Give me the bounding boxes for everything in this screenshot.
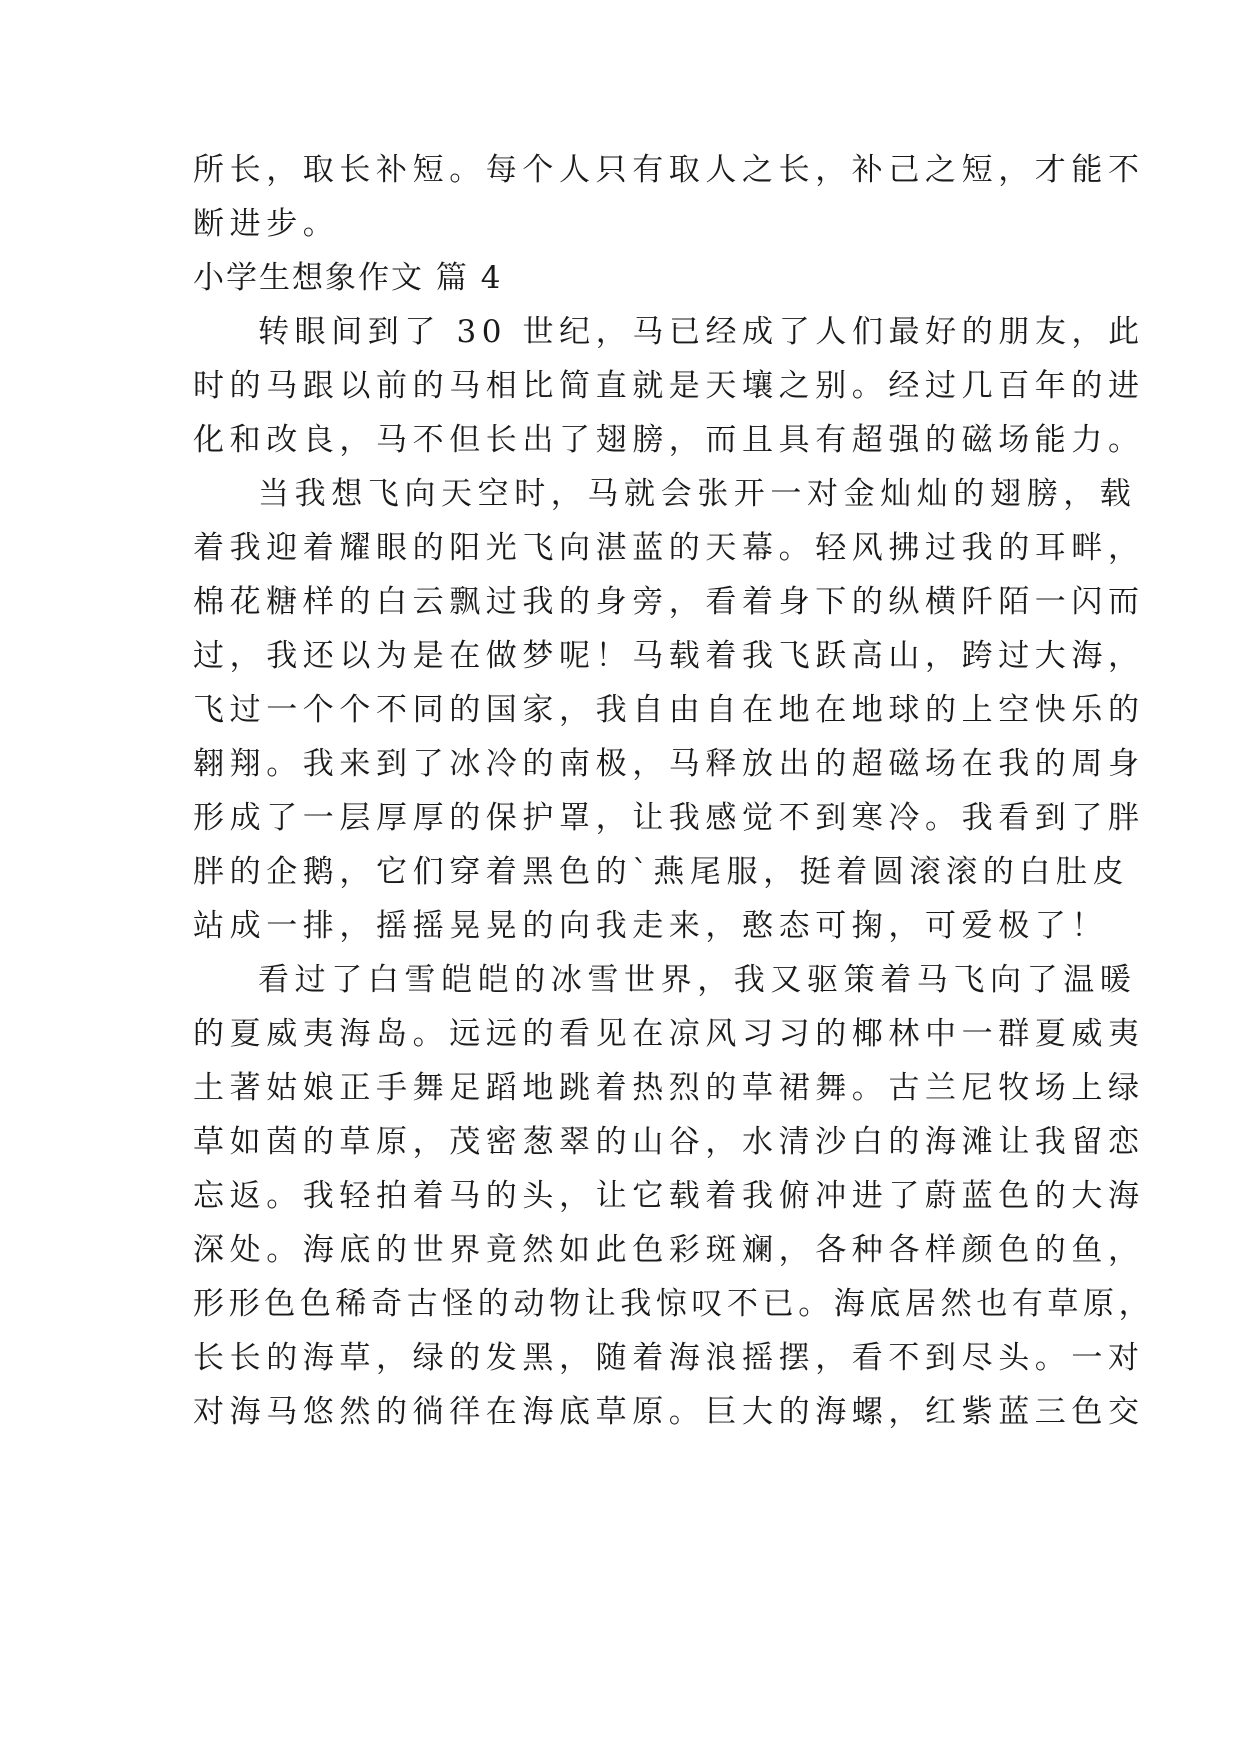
- text-line: 时的马跟以前的马相比简直就是天壤之别。经过几百年的进: [193, 368, 1145, 404]
- paragraph-first-line: 当我想飞向天空时，马就会张开一对金灿灿的翅膀，载: [258, 476, 1137, 512]
- text-line: 飞过一个个不同的国家，我自由自在地在地球的上空快乐的: [193, 692, 1145, 728]
- section-heading: 小学生想象作文 篇 4: [193, 260, 503, 296]
- text-line: 棉花糖样的白云飘过我的身旁，看着身下的纵横阡陌一闪而: [193, 584, 1145, 620]
- text-line: 草如茵的草原，茂密葱翠的山谷，水清沙白的海滩让我留恋: [193, 1124, 1145, 1160]
- text-line: 土著姑娘正手舞足蹈地跳着热烈的草裙舞。古兰尼牧场上绿: [193, 1070, 1145, 1106]
- text-line: 着我迎着耀眼的阳光飞向湛蓝的天幕。轻风拂过我的耳畔，: [193, 530, 1145, 566]
- paragraph-first-line: 转眼间到了 30 世纪，马已经成了人们最好的朋友，此: [258, 314, 1145, 350]
- text-line: 深处。海底的世界竟然如此色彩斑斓，各种各样颜色的鱼，: [193, 1232, 1145, 1268]
- text-line: 长长的海草，绿的发黑，随着海浪摇摆，看不到尽头。一对: [193, 1340, 1145, 1376]
- text-line: 所长，取长补短。每个人只有取人之长，补己之短，才能不: [193, 152, 1145, 188]
- paragraph-first-line: 看过了白雪皑皑的冰雪世界，我又驱策着马飞向了温暖: [258, 962, 1137, 998]
- text-line: 形形色色稀奇古怪的动物让我惊叹不已。海底居然也有草原，: [193, 1286, 1155, 1322]
- text-line: 站成一排，摇摇晃晃的向我走来，憨态可掬，可爱极了！: [193, 908, 1108, 944]
- text-line: 过，我还以为是在做梦呢！马载着我飞跃高山，跨过大海，: [193, 638, 1145, 674]
- text-line: 忘返。我轻拍着马的头，让它载着我俯冲进了蔚蓝色的大海: [193, 1178, 1145, 1214]
- text-line: 翱翔。我来到了冰冷的南极，马释放出的超磁场在我的周身: [193, 746, 1145, 782]
- text-line: 的夏威夷海岛。远远的看见在凉风习习的椰林中一群夏威夷: [193, 1016, 1145, 1052]
- text-line: 化和改良，马不但长出了翅膀，而且具有超强的磁场能力。: [193, 422, 1145, 458]
- text-line: 断进步。: [193, 206, 340, 242]
- text-line: 形成了一层厚厚的保护罩，让我感觉不到寒冷。我看到了胖: [193, 800, 1145, 836]
- text-line: 对海马悠然的徜徉在海底草原。巨大的海螺，红紫蓝三色交: [193, 1394, 1145, 1430]
- text-line: 胖的企鹅，它们穿着黑色的`燕尾服，挺着圆滚滚的白肚皮: [193, 854, 1130, 890]
